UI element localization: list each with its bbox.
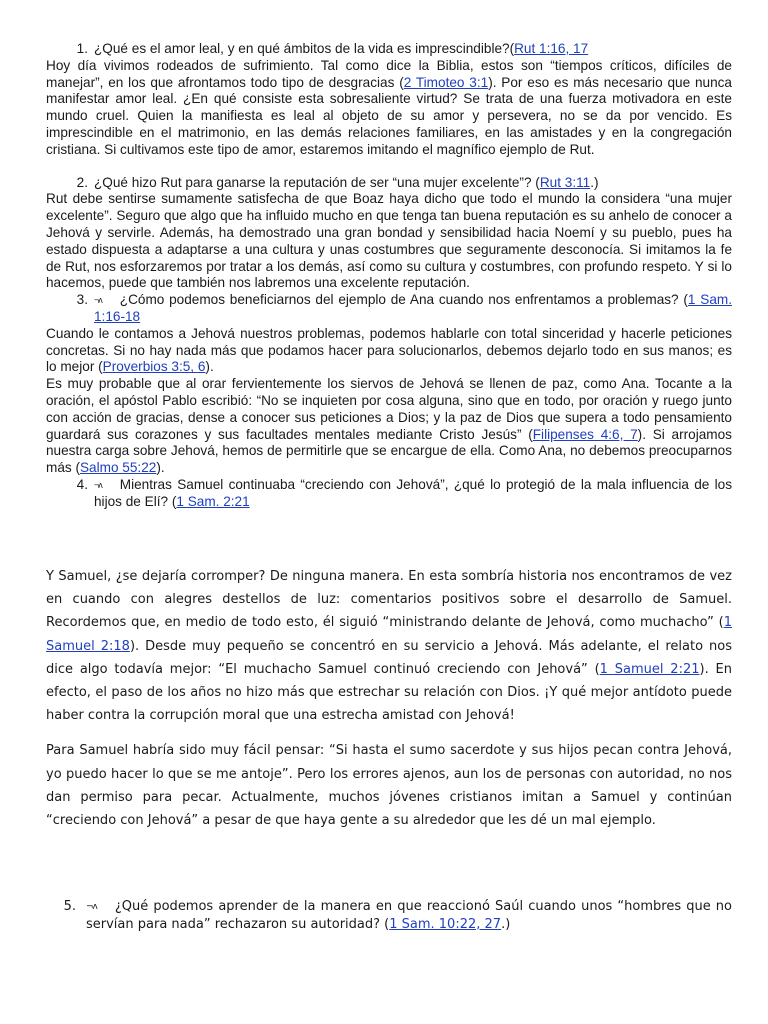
answer-4a-text-b: ). Desde muy pequeño se concentró en su servicio a Jehová. Más adelante, el relato nos dice algo todavía mejor: “El muchacho Samuel continuó creciendo con Jehová” ( (46, 638, 733, 677)
question-number: 3. (76, 292, 88, 308)
spacer (46, 159, 732, 175)
bullet-mark-icon: ¬ʌ (86, 902, 97, 912)
question-text (94, 477, 732, 511)
answer-3b-text-c: ). (156, 460, 165, 476)
question-3-text: ¿Cómo podemos beneficiarnos del ejemplo de Ana cuando nos enfrentamos a problemas? ( (119, 292, 688, 308)
bullet-mark-icon: ¬ʌ (94, 295, 102, 306)
question-1 (46, 41, 732, 58)
question-5-section (46, 898, 732, 933)
question-number: 5. (63, 899, 76, 914)
answer-1-paragraph (46, 58, 732, 159)
bullet-mark-icon: ¬ʌ (94, 479, 102, 490)
questions-section (46, 41, 732, 511)
question-2 (46, 175, 732, 192)
answer-4a-text-a: Y Samuel, ¿se dejaría corromper? De ninguna manera. En esta sombría historia nos encontramos de vez en cuando con alegres destellos de luz: comentarios positivos sobre el desarrollo de Samuel. Recordemos que, en medio de todo esto, él siguió “ministrando delante de Jehová, como muchacho” ( (46, 569, 732, 631)
scripture-link-proverbios-3-5[interactable]: Proverbios 3:5, 6 (102, 359, 206, 375)
question-5 (46, 898, 732, 933)
question-4-text: Mientras Samuel continuaba “creciendo con Jehová”, ¿qué lo protegió de la mala influencia de los hijos de Elí? ( (94, 476, 732, 509)
question-text (94, 292, 732, 326)
scripture-link-1-sam-1-16[interactable]: 1 Sam. 1:16-18 (94, 292, 732, 324)
scripture-link-1-sam-2-21[interactable]: 1 Sam. 2:21 (176, 493, 250, 509)
answer-4-paragraph-b: Para Samuel habría sido muy fácil pensar: “Si hasta el sumo sacerdote y sus hijos pecan contra Jehová, yo puedo hacer lo que se me antoje”. Pero los errores ajenos, aun los de personas con autoridad, no nos dan permiso para pecar. Actualmente, muchos jóvenes cristianos imitan a Samuel y continúan “creciendo con Jehová” a pesar de que haya gente a su alrededor que les dé un mal ejemplo. (46, 743, 732, 829)
question-5-text: ¿Qué podemos aprender de la manera en que reaccionó Saúl cuando unos “hombres que no servían para nada” rechazaron su autoridad? ( (86, 899, 732, 932)
answer-4a-text-c: ). En efecto, el paso de los años no hizo más que estrechar su relación con Dios. ¡Y qué mejor antídoto puede haber contra la corrupción moral que una estrecha amistad con Jehová! (46, 661, 732, 724)
question-number: 4. (76, 476, 88, 492)
question-number: 1. (76, 41, 88, 56)
question-3 (46, 292, 732, 326)
question-number: 2. (76, 174, 88, 190)
question-2-text: ¿Qué hizo Rut para ganarse la reputación de ser “una mujer excelente”? ( (94, 174, 540, 190)
question-4 (46, 477, 732, 511)
answer-3-paragraph-b (46, 376, 732, 477)
scripture-link-salmo-55-22[interactable]: Salmo 55:22 (79, 460, 157, 476)
answer-3b-text-a: Es muy probable que al orar fervientemente los siervos de Jehová se llenen de paz, como Ana. Tocante a la oración, el apóstol Pablo escribió: “No se inquieten por cosa alguna, sino que en todo, por oración y ruego junto con acción de gracias, dense a conocer sus peticiones a Dios; y la paz de Dios que supera a todo pensamiento guardará sus corazones y sus facultades mentales mediante Cristo Jesús” ( (46, 376, 732, 442)
answer-3-paragraph-a (46, 326, 732, 376)
scripture-link-2-timoteo-3-1[interactable]: 2 Timoteo 3:1 (403, 74, 489, 90)
scripture-link-rut-3-11[interactable]: Rut 3:11 (539, 174, 591, 190)
question-text (94, 41, 732, 58)
answer-3a-text-a: Cuando le contamos a Jehová nuestros problemas, podemos hablarle con total sinceridad y hacerle peticiones concretas. Si no hay nada más que podamos hacer para solucionarlos, debemos dejarlo todo en sus manos; es lo mejor ( (46, 325, 732, 375)
scripture-link-filipenses-4-6[interactable]: Filipenses 4:6, 7 (532, 426, 638, 442)
answer-3b-text-b: ). Si arrojamos nuestra carga sobre Jehová, hemos de permitirle que se encargue de ella. Como Ana, no debemos preocuparnos más ( (46, 426, 732, 476)
answer-2-paragraph: Rut debe sentirse sumamente satisfecha de que Boaz haya dicho que todo el mundo la considera “una mujer excelente”. Seguro que algo que ha influido mucho en que tenga tan buena reputación es su anhelo de conocer a Jehová y servirle. Además, ha demostrado una gran bondad y sensibilidad hacia Noemí y su pueblo, pues ha estado dispuesta a adaptarse a una cultura y unas costumbres que seguramente desconocía. Si imitamos la fe de Rut, nos esforzaremos por tratar a los demás, así como su cultura y costumbres, con profundo respeto. Y si lo hacemos, puede que también nos labremos una excelente reputación. (46, 191, 732, 291)
question-text (94, 175, 732, 192)
scripture-link-rut-1-16[interactable]: Rut 1:16, 17 (514, 41, 589, 56)
question-1-text: ¿Qué es el amor leal, y en qué ámbitos de la vida es imprescindible?( (94, 41, 515, 56)
answer-4-section (46, 565, 732, 844)
question-5-closing: .) (501, 917, 511, 932)
scripture-link-1-samuel-2-21[interactable]: 1 Samuel 2:21 (599, 661, 700, 677)
question-2-closing: .) (590, 174, 599, 190)
scripture-link-1-sam-10-22[interactable]: 1 Sam. 10:22, 27 (389, 917, 502, 932)
answer-4-paragraph-a (46, 565, 732, 727)
question-text (86, 898, 732, 933)
answer-1-text-b: ). Por eso es más necesario que nunca manifestar amor leal. ¿En qué consiste esta sobresaliente virtud? Se trata de una fuerza motivadora en este mundo cruel. Quien la manifiesta es leal al objeto de su amor y persevera, no se da por vencido. Es imprescindible en el matrimonio, en las demás relaciones familiares, en las amistades y en la congregación cristiana. Si cultivamos este tipo de amor, estaremos imitando el magnífico ejemplo de Rut. (46, 74, 732, 157)
answer-1-text-a: Hoy día vivimos rodeados de sufrimiento. Tal como dice la Biblia, estos son “tiempos críticos, difíciles de manejar”, en los que afrontamos todo tipo de desgracias ( (46, 57, 732, 90)
scripture-link-1-samuel-2-18[interactable]: 1 Samuel 2:18 (46, 615, 732, 654)
answer-3a-text-b: ). (205, 359, 214, 375)
